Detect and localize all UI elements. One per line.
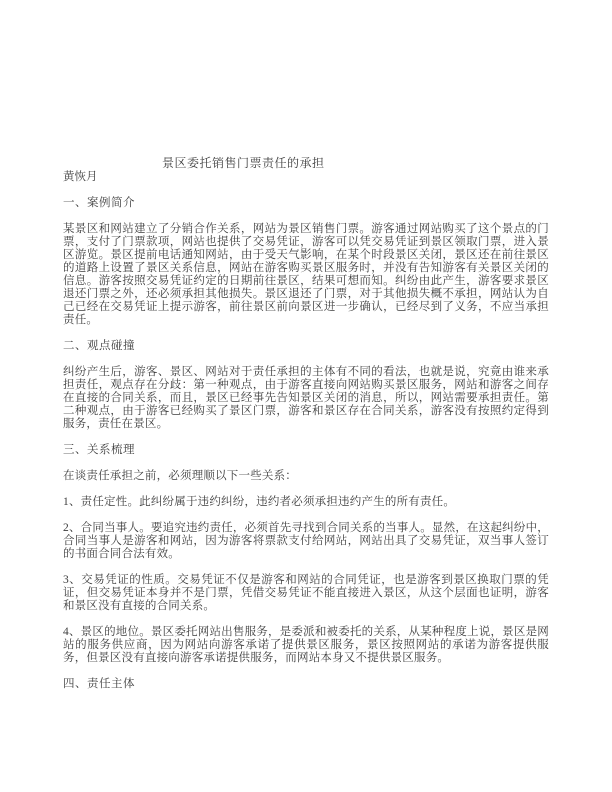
paragraph: 1、责任定性。此纠纷属于违约纠纷，违约者必须承担违约产生的所有责任。: [63, 496, 456, 508]
section-heading: 一、案例简介: [63, 197, 135, 209]
paragraph: 2、合同当事人。要追究违约责任，必须首先寻找到合同关系的当事人。显然，在这起纠纷中，合同当事人是游客和网站，因为游客将票款支付给网站，网站出具了交易凭证，双当事人签订的书面合同合法有效。: [63, 522, 549, 560]
paragraph: 4、景区的地位。景区委托网站出售服务，是委派和被委托的关系，从某种程度上说，景区是网站的服务供应商，因为网站向游客承诺了提供景区服务，景区按照网站的承诺为游客提供服务，但景区没有直接向游客承诺提供服务，而网站本身又不提供景区服务。: [63, 626, 549, 664]
document-body: [63, 197, 549, 691]
section-heading: 四、责任主体: [63, 678, 135, 690]
paragraph: 在谈责任承担之前，必须理顺以下一些关系：: [63, 470, 297, 482]
section-heading: 三、关系梳理: [63, 444, 135, 456]
paragraph: 纠纷产生后，游客、景区、网站对于责任承担的主体有不同的看法，也就是说，究竟由谁来承担责任，观点存在分歧：第一种观点，由于游客直接向网站购买景区服务，网站和游客之间存在直接的合同关系，而且，景区已经事先告知景区关闭的消息，所以，网站需要承担责任。第二种观点，由于游客已经购买了景区门票，游客和景区存在合同关系，游客没有按照约定得到服务，责任在景区。: [63, 366, 549, 430]
paragraph: 3、交易凭证的性质。交易凭证不仅是游客和网站的合同凭证，也是游客到景区换取门票的凭证，但交易凭证本身并不是门票，凭借交易凭证不能直接进入景区，从这个层面也证明，游客和景区没有直接的合同关系。: [63, 574, 549, 612]
page-title: 景区委托销售门票责任的承担: [162, 156, 325, 170]
section-heading: 二、观点碰撞: [63, 340, 135, 352]
document-content: [63, 156, 549, 704]
paragraph: 某景区和网站建立了分销合作关系，网站为景区销售门票。游客通过网站购买了这个景点的门票，支付了门票款项，网站也提供了交易凭证，游客可以凭交易凭证到景区领取门票，进入景区游览。景区提前电话通知网站，由于受天气影响，在某个时段景区关闭，景区还在前往景区的道路上设置了景区关系信息，网站在游客购买景区服务时，并没有告知游客有关景区关闭的信息。游客按照交易凭证约定的日期前往景区，结果可想而知。纠纷由此产生，游客要求景区退还门票之外，还必须承担其他损失。景区退还了门票，对于其他损失概不承担，网站认为自己已经在交易凭证上提示游客，前往景区前向景区进一步确认，已经尽到了义务，不应当承担责任。: [63, 223, 549, 326]
author-name: 黄恢月: [63, 171, 98, 183]
